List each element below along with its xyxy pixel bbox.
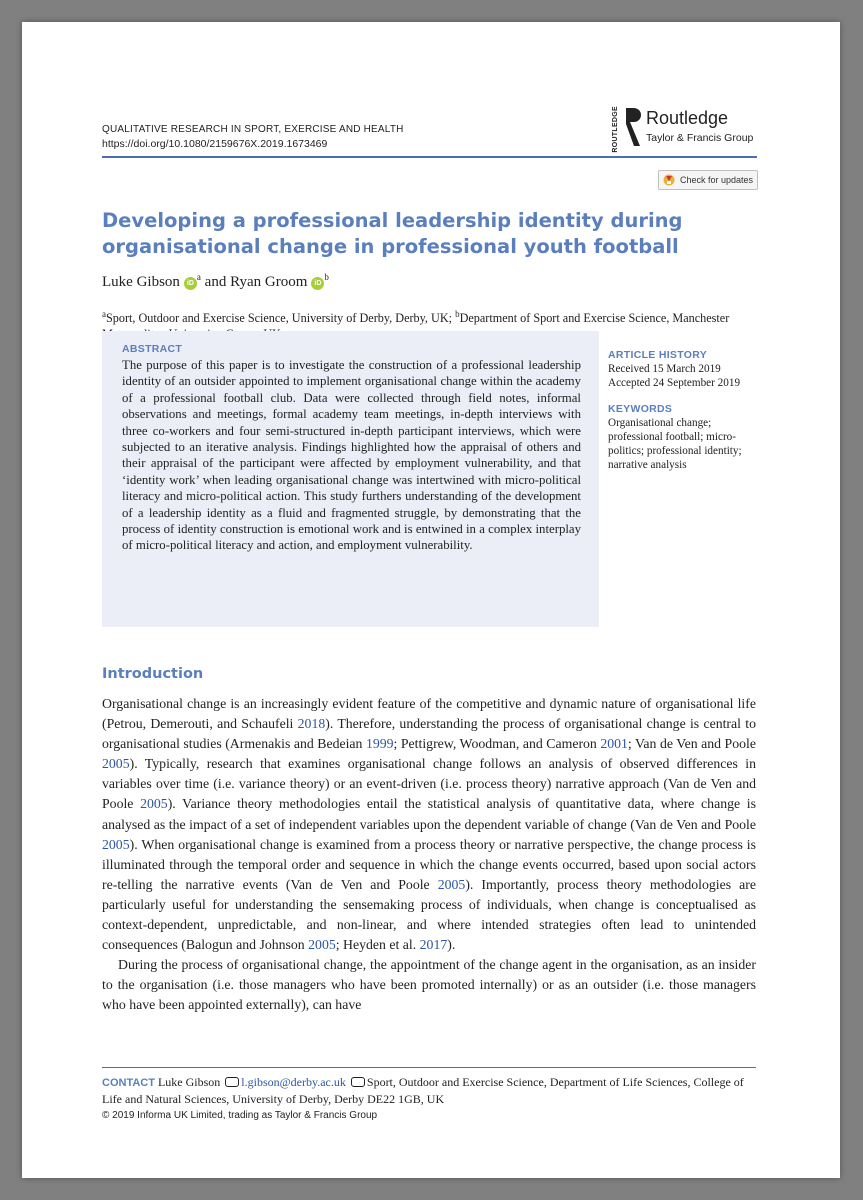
citation-link[interactable]: 2005 — [308, 937, 336, 953]
text-run: ). When organisational change is examined from a process theory or narrative perspective, the change process is illuminated through the temporal order and sequence in which the change events occurred, based upon social actors re-telling the narrative events (Van de Ven and Poole — [102, 836, 756, 892]
email-icon — [225, 1077, 239, 1087]
affil-marker: b — [455, 309, 460, 319]
publisher-name: Routledge — [646, 108, 729, 128]
author-affil-marker: a — [196, 272, 201, 282]
citation-link[interactable]: 1999 — [365, 736, 394, 752]
introduction-heading: Introduction — [102, 666, 204, 682]
citation-link[interactable]: 2005 — [102, 836, 130, 852]
author-name[interactable]: Luke Gibson — [102, 274, 180, 290]
publisher-group: Taylor & Francis Group — [646, 132, 754, 144]
author-list — [102, 272, 329, 291]
history-heading: ARTICLE HISTORY — [608, 349, 708, 361]
orcid-icon[interactable]: iD — [311, 277, 324, 290]
header-divider — [102, 156, 757, 158]
copyright-notice: © 2019 Informa UK Limited, trading as Taylor & Francis Group — [102, 1110, 378, 1121]
received-date: Received 15 March 2019 — [608, 363, 721, 375]
citation-link[interactable]: 2017 — [419, 937, 448, 953]
routledge-vertical-label: ROUTLEDGE — [612, 106, 619, 153]
check-updates-button[interactable] — [658, 170, 758, 190]
address-icon — [351, 1077, 365, 1087]
contact-label: CONTACT — [102, 1077, 155, 1089]
keywords-heading: KEYWORDS — [608, 403, 673, 415]
author-affil-marker: b — [324, 272, 329, 282]
article-sidebar — [608, 348, 768, 472]
author-separator: and — [204, 274, 227, 290]
text-run: ; Van de Ven and Poole — [627, 736, 756, 752]
affiliation-a: Sport, Outdoor and Exercise Science, University of Derby, Derby, UK; — [106, 311, 456, 326]
article-title: Developing a professional leadership identity during organisational change in professional youth football — [102, 209, 683, 258]
text-run: ). Therefore, understanding the process of organisational change is central to organisational studies (Armenakis and Bedeian — [102, 716, 756, 752]
keywords-list: Organisational change; professional football; micro-politics; professional identity; narrative analysis — [608, 417, 742, 471]
abstract-box — [102, 331, 599, 627]
citation-link[interactable]: 2018 — [297, 716, 326, 732]
accepted-date: Accepted 24 September 2019 — [608, 377, 741, 389]
author-name[interactable]: Ryan Groom — [230, 274, 308, 290]
contact-email[interactable]: l.gibson@derby.ac.uk — [241, 1075, 346, 1089]
abstract-heading: ABSTRACT — [122, 343, 183, 355]
text-run: ; Heyden et al. — [335, 937, 420, 953]
paragraph — [102, 694, 756, 955]
doi-link[interactable]: https://doi.org/10.1080/2159676X.2019.1673469 — [102, 138, 328, 150]
journal-name: QUALITATIVE RESEARCH IN SPORT, EXERCISE AND HEALTH — [102, 124, 404, 135]
text-run: Organisational change is an increasingly evident feature of the competitive and dynamic nature of organisational life (Petrou, Demerouti, and Schaufeli — [102, 696, 756, 732]
citation-link[interactable]: 2005 — [437, 876, 466, 892]
check-updates-label: Check for updates — [680, 175, 754, 185]
citation-link[interactable]: 2005 — [140, 796, 168, 812]
text-run: ). Variance theory methodologies entail the statistical analysis of quantitative data, where change is analysed as the impact of a set of independent variables upon the dependent variable of change (Van de Ven and Poole — [102, 796, 756, 832]
contact-address: Sport, Outdoor and Exercise Science, Department of Life Sciences, College of Life and Natural Sciences, University of Derby, Derby DE22 1GB, UK — [102, 1075, 744, 1106]
abstract-text: The purpose of this paper is to investigate the construction of a professional leadership identity of an outsider appointed to implement organisational change within the academy of a professional football club. Data were collected through field notes, informal observations and meetings, formal academy team meetings, in-depth interviews with three co-workers and four semi-structured in-depth participant interviews, which were subjected to an iterative analysis. Findings highlighted how the appraisal of others and their appraisal of the participant were affected by employment vulnerability, and that ‘identity work’ when leading organisational change was intertwined with micro-political literacy and micro-political action. This study furthers understanding of the development of a leadership identity as a fluid and fragmented struggle, by demonstrating that the process of identity construction is emotional work and is entwined in a complex interplay of micro-political literacy and action, and employment vulnerability. — [122, 358, 581, 553]
affiliation-b: Department of Sport and Exercise Science, Manchester — [459, 311, 730, 326]
citation-link[interactable]: 2001 — [600, 736, 628, 752]
text-run: ). — [447, 937, 456, 953]
contact-name: Luke Gibson — [157, 1075, 221, 1089]
contact-info — [102, 1074, 762, 1107]
citation-link[interactable]: 2005 — [102, 756, 130, 772]
affil-marker: a — [102, 309, 106, 319]
footer-divider — [102, 1067, 756, 1068]
introduction-body — [102, 694, 756, 1016]
text-run: ). Importantly, process theory methodologies are particularly useful for understanding the sensemaking process of individuals, when change is conceptualised as context-dependent, unpredictable, and non-linear, and where intended strategies often lead to unintended consequences (Balogun and Johnson — [102, 876, 756, 953]
text-run: ). Typically, research that examines organisational change follows an analysis of observed differences in variables over time (i.e. variance theory) or an event-driven (i.e. process theory) narrative approach (Van de Ven and Poole — [102, 756, 756, 812]
crossmark-icon — [663, 174, 675, 186]
orcid-icon[interactable]: iD — [184, 277, 197, 290]
paper-page — [22, 22, 840, 1178]
routledge-r-icon — [624, 106, 642, 148]
paragraph: During the process of organisational change, the appointment of the change agent in the organisation, as an insider to the organisation (i.e. those managers who have been promoted internally) or as an outsider (i.e. those managers who have been appointed externally), can have — [102, 957, 756, 1013]
text-run: ; Pettigrew, Woodman, and Cameron — [393, 736, 601, 752]
